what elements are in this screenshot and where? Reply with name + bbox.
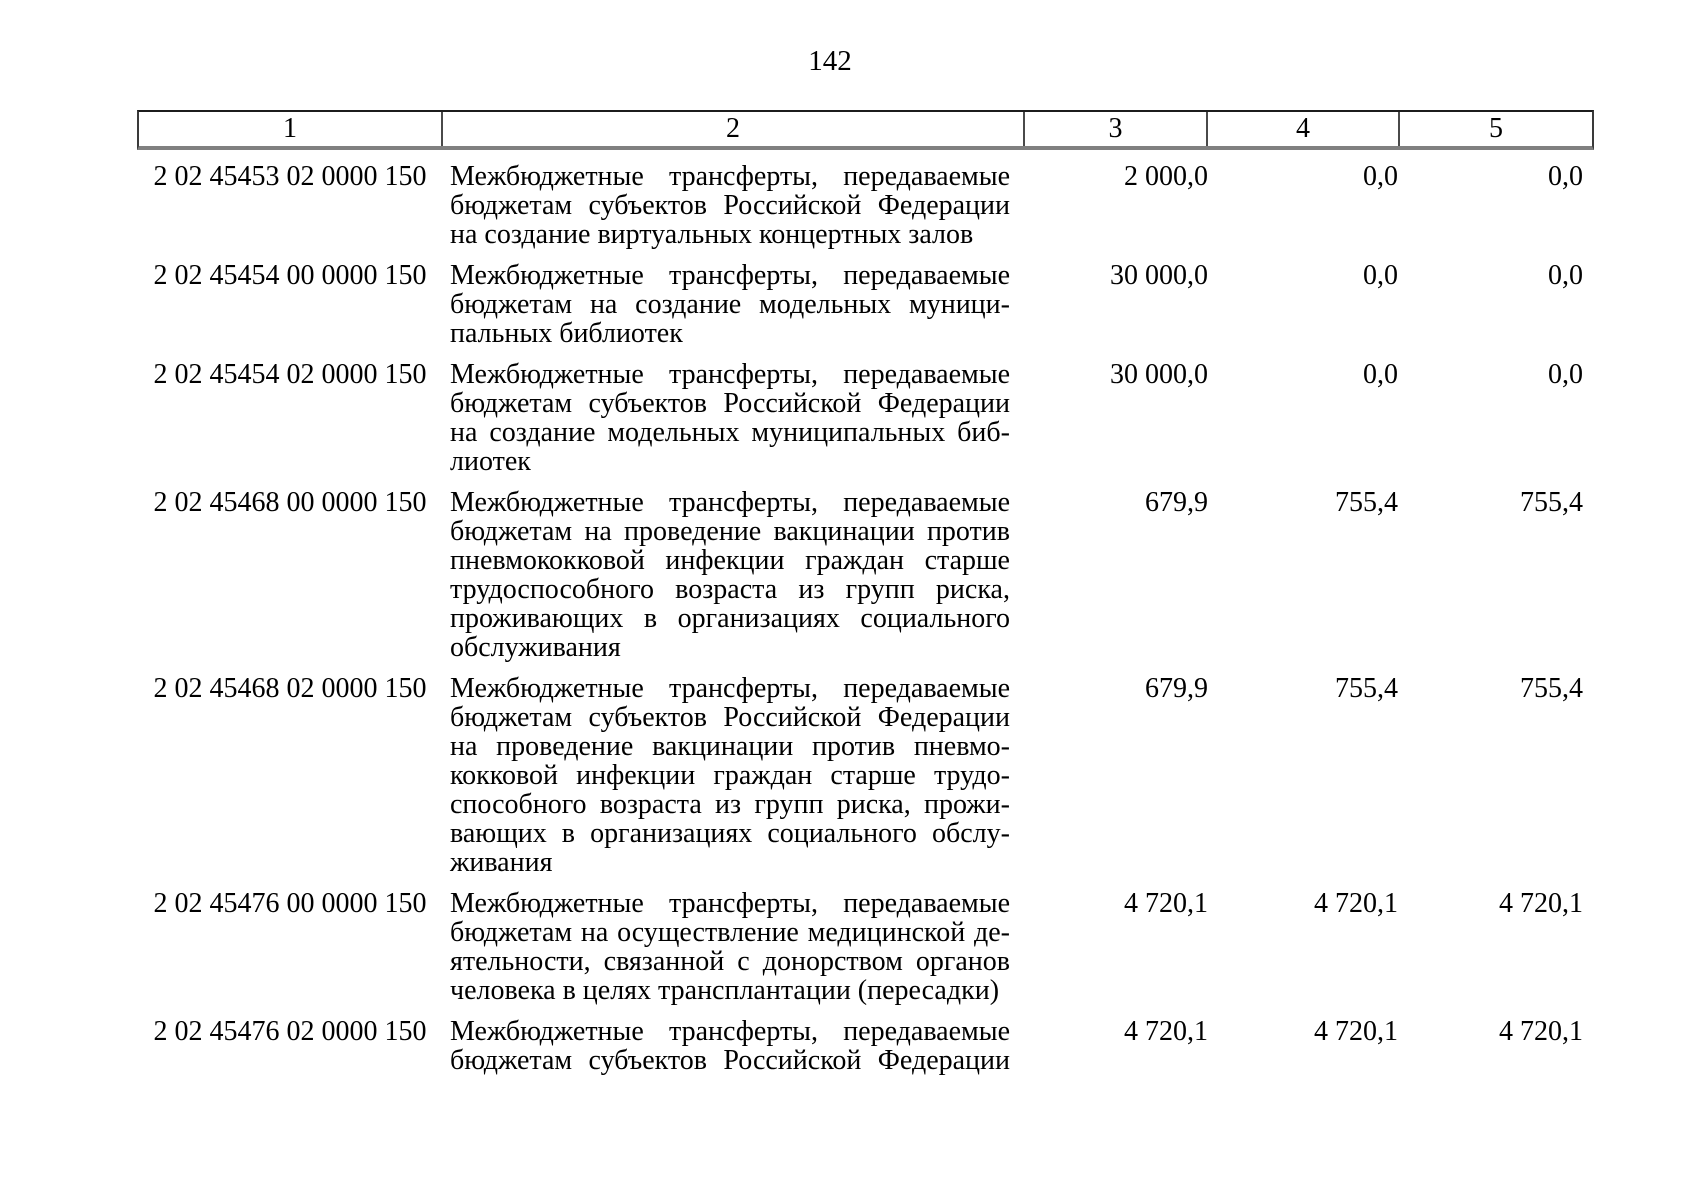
description-line: вающих в организациях социального обслу- — [450, 818, 1010, 849]
amount-cell-col5: 4 720,1 — [1499, 1016, 1583, 1047]
description-line: бюджетам субъектов Российской Федерации — [450, 1045, 1010, 1076]
description-line: Межбюджетные трансферты, передаваемые — [450, 260, 1010, 291]
description-line: пневмококковой инфекции граждан старше — [450, 545, 1010, 576]
column-header-5: 5 — [1489, 113, 1503, 144]
table-row — [137, 674, 1594, 877]
description-line: на создание виртуальных концертных залов — [450, 219, 974, 250]
code-cell: 2 02 45454 00 0000 150 — [153, 260, 427, 291]
amount-cell-col4: 0,0 — [1363, 260, 1398, 291]
amount-cell-col5: 755,4 — [1520, 673, 1583, 704]
amount-cell-col4: 0,0 — [1363, 161, 1398, 192]
description-line: бюджетам на осуществление медицинской де- — [450, 917, 1010, 948]
amount-cell-col3: 679,9 — [1145, 487, 1208, 518]
description-line: бюджетам на проведение вакцинации против — [450, 516, 1010, 547]
amount-cell-col3: 4 720,1 — [1124, 1016, 1208, 1047]
description-line: на создание модельных муниципальных биб- — [450, 417, 1010, 448]
description-cell — [443, 162, 1025, 249]
amount-cell-col4: 755,4 — [1335, 673, 1398, 704]
description-line: пальных библиотек — [450, 318, 683, 349]
table-row — [137, 360, 1594, 476]
code-cell: 2 02 45468 02 0000 150 — [153, 673, 427, 704]
amount-cell-col3: 30 000,0 — [1110, 260, 1208, 291]
description-line: трудоспособного возраста из групп риска, — [450, 574, 1010, 605]
description-line: Межбюджетные трансферты, передаваемые — [450, 487, 1010, 518]
amount-cell-col4: 4 720,1 — [1314, 888, 1398, 919]
table-row — [137, 261, 1594, 348]
description-line: бюджетам субъектов Российской Федерации — [450, 702, 1010, 733]
amount-cell-col5: 755,4 — [1520, 487, 1583, 518]
table-row — [137, 889, 1594, 1005]
description-line: человека в целях трансплантации (пересадки) — [450, 975, 1000, 1006]
description-cell — [443, 261, 1025, 348]
description-line: бюджетам субъектов Российской Федерации — [450, 388, 1010, 419]
table-header-row — [137, 110, 1594, 150]
description-line: проживающих в организациях социального — [450, 603, 1010, 634]
description-cell — [443, 360, 1025, 476]
description-cell — [443, 674, 1025, 877]
description-line: кокковой инфекции граждан старше трудо- — [450, 760, 1010, 791]
description-line: Межбюджетные трансферты, передаваемые — [450, 359, 1010, 390]
description-line: на проведение вакцинации против пневмо- — [450, 731, 1010, 762]
page-number: 142 — [808, 45, 852, 77]
amount-cell-col4: 0,0 — [1363, 359, 1398, 390]
description-line: бюджетам на создание модельных муници- — [450, 289, 1010, 320]
description-line: лиотек — [450, 446, 531, 477]
table-row — [137, 162, 1594, 249]
amount-cell-col5: 0,0 — [1548, 260, 1583, 291]
amount-cell-col4: 4 720,1 — [1314, 1016, 1398, 1047]
description-line: Межбюджетные трансферты, передаваемые — [450, 673, 1010, 704]
description-line: Межбюджетные трансферты, передаваемые — [450, 888, 1010, 919]
description-line: бюджетам субъектов Российской Федерации — [450, 190, 1010, 221]
description-line: живания — [450, 847, 553, 878]
column-header-1: 1 — [139, 112, 443, 146]
amount-cell-col3: 4 720,1 — [1124, 888, 1208, 919]
table-row — [137, 1017, 1594, 1075]
table-row — [137, 488, 1594, 662]
amount-cell-col3: 679,9 — [1145, 673, 1208, 704]
code-cell: 2 02 45476 00 0000 150 — [153, 888, 427, 919]
code-cell: 2 02 45476 02 0000 150 — [153, 1016, 427, 1047]
description-cell — [443, 889, 1025, 1005]
amount-cell-col4: 755,4 — [1335, 487, 1398, 518]
amount-cell-col3: 2 000,0 — [1124, 161, 1208, 192]
budget-table-body — [137, 150, 1594, 1075]
column-header-2: 2 — [443, 112, 1025, 146]
description-line: Межбюджетные трансферты, передаваемые — [450, 1016, 1010, 1047]
amount-cell-col5: 0,0 — [1548, 161, 1583, 192]
amount-cell-col3: 30 000,0 — [1110, 359, 1208, 390]
description-cell — [443, 488, 1025, 662]
code-cell: 2 02 45468 00 0000 150 — [153, 487, 427, 518]
description-line: Межбюджетные трансферты, передаваемые — [450, 161, 1010, 192]
column-header-4: 4 — [1208, 112, 1400, 146]
description-line: обслуживания — [450, 632, 621, 663]
code-cell: 2 02 45453 02 0000 150 — [153, 161, 427, 192]
description-line: ятельности, связанной с донорством органов — [450, 946, 1010, 977]
description-cell — [443, 1017, 1025, 1075]
code-cell: 2 02 45454 02 0000 150 — [153, 359, 427, 390]
amount-cell-col5: 4 720,1 — [1499, 888, 1583, 919]
amount-cell-col5: 0,0 — [1548, 359, 1583, 390]
description-line: способного возраста из групп риска, прожи- — [450, 789, 1010, 820]
column-header-3: 3 — [1025, 112, 1208, 146]
